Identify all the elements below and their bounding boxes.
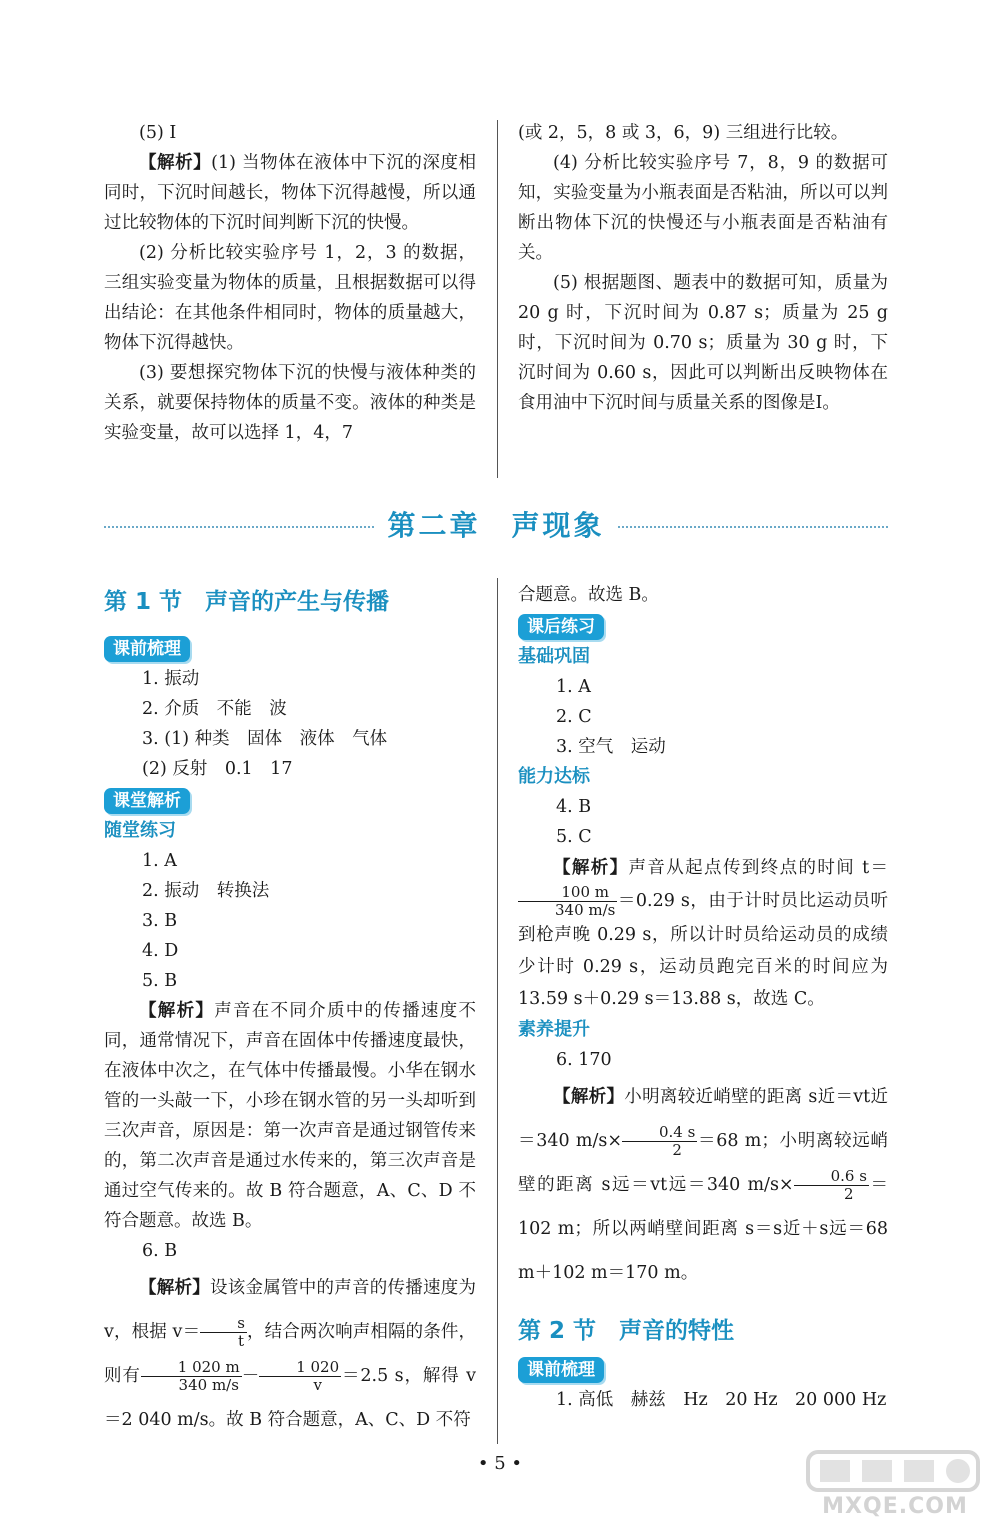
pre-item: 3. (1) 种类 固体 液体 气体 bbox=[142, 729, 388, 749]
answer-5: (5) Ⅰ bbox=[139, 123, 177, 143]
tag-in-class-analysis: 课堂解析 bbox=[104, 788, 190, 814]
analysis-item-5: 【解析】声音在不同介质中的传播速度不同，通常情况下，声音在固体中传播速度最快，在液体中次之，在气体中传播最慢。小华在钢水管的一头敲一下，小珍在钢水管的另一头却听到三次声音，原因是：第一次声音是通过钢管传来的，第二次声音是通过水传来的，第三次声音是通过空气传来的。故 B 符合题意，A、C、D 不符合题意。故选 B。 bbox=[104, 1001, 477, 1231]
chapter-title: 第二章 声现象 bbox=[387, 509, 605, 542]
ability-item: 5. C bbox=[556, 827, 592, 847]
pre-item: 1. 振动 bbox=[142, 669, 200, 689]
practice-item: 6. B bbox=[142, 1241, 178, 1261]
bottom-left-column bbox=[104, 580, 476, 1442]
fraction-distance-over-air-speed: $\frac{1 020 m}{340 m/s}$ bbox=[141, 1359, 242, 1394]
analysis-paragraph-3: (3) 要想探究物体下沉的快慢与液体种类的关系，就要保持物体的质量不变。液体的种类是实验变量，故可以选择 1，4，7 bbox=[104, 363, 476, 443]
basic-item: 3. 空气 运动 bbox=[556, 737, 666, 757]
tag-after-class-practice: 课后练习 bbox=[518, 614, 604, 640]
analysis-paragraph-4: (4) 分析比较实验序号 7，8，9 的数据可知，实验变量为小瓶表面是否粘油，所以可以判断出物体下沉的快慢还与小瓶表面是否粘油有关。 bbox=[518, 153, 888, 263]
analysis-literacy-6: 【解析】小明离较近峭壁的距离 s近＝vt近＝340 m/s× $\frac{0.4 s}{2}$ ＝68 m；小明离较远峭壁的距离 s远＝vt远＝340 m/s× $\frac{0.6 s}{2}$ ＝102 m；所以两峭壁间距离 s＝s近＋s远＝68 m＋102 m＝170 m。 bbox=[518, 1087, 889, 1283]
fraction-distance-over-v: $\frac{1 020}{v}$ bbox=[259, 1359, 341, 1394]
watermark-text: MXQE.COM bbox=[822, 1494, 968, 1519]
analysis-label: 【解析】 bbox=[139, 1001, 215, 1021]
pre-item: 2. 介质 不能 波 bbox=[142, 699, 287, 719]
basic-item: 2. C bbox=[556, 707, 592, 727]
analysis-paragraph-1: 【解析】(1) 当物体在液体中下沉的深度相同时，下沉时间越长，物体下沉得越慢，所以通过比较物体的下沉时间判断下沉的快慢。 bbox=[104, 153, 476, 233]
practice-item: 1. A bbox=[142, 851, 177, 871]
practice-item: 3. B bbox=[142, 911, 178, 931]
analysis-ability-5: 【解析】声音从起点传到终点的时间 t＝ $\frac{100 m}{340 m/s}$ ＝0.29 s，由于计时员比运动员听到枪声晚 0.29 s，所以计时员给运动员的成绩少计时 0.29 s，运动员跑完百米的时间应为 13.59 s＋0.29 s＝13.88 s，故选 C。 bbox=[518, 858, 888, 1009]
tag-pre-class-review: 课前梳理 bbox=[104, 636, 190, 662]
ability-item: 4. B bbox=[556, 797, 592, 817]
analysis-item-6: 【解析】设该金属管中的声音的传播速度为 v，根据 v＝ $\frac{s}{t}$ ，结合两次响声相隔的条件，则有 $\frac{1 020 m}{340 m/s}$ － $\frac{1 020}{v}$ ＝2.5 s，解得 v＝2 040 m/s。故 B 符合题意，A、C、D 不符 bbox=[104, 1278, 477, 1430]
watermark-logo bbox=[800, 1446, 990, 1530]
practice-item: 5. B bbox=[142, 971, 178, 991]
basic-item: 1. A bbox=[556, 677, 591, 697]
practice-item: 2. 振动 转换法 bbox=[142, 881, 270, 901]
column-divider-top bbox=[497, 120, 498, 478]
subheading-literacy: 素养提升 bbox=[518, 1019, 590, 1040]
subheading-basic: 基础巩固 bbox=[518, 646, 590, 667]
literacy-item: 6. 170 bbox=[556, 1050, 612, 1070]
analysis-paragraph-2: (2) 分析比较实验序号 1，2，3 的数据，三组实验变量为物体的质量，且根据数据可以得出结论：在其他条件相同时，物体的质量越大，物体下沉得越快。 bbox=[104, 243, 476, 353]
analysis-label: 【解析】 bbox=[553, 858, 629, 878]
practice-item: 4. D bbox=[142, 941, 179, 961]
fraction-s-over-t: $\frac{s}{t}$ bbox=[200, 1315, 247, 1350]
pre-item: (2) 反射 0.1 17 bbox=[142, 759, 293, 779]
fraction-100m-over-340: $\frac{100 m}{340 m/s}$ bbox=[518, 884, 617, 919]
chapter-heading bbox=[104, 506, 888, 546]
analysis-label: 【解析】 bbox=[139, 1278, 210, 1298]
page-number: • 5 • bbox=[477, 1453, 523, 1474]
analysis-paragraph-5: (5) 根据题图、题表中的数据可知，质量为 20 g 时，下沉时间为 0.87 s；质量为 25 g 时，下沉时间为 0.70 s；质量为 30 g 时，下沉时间为 0.60 s，因此可以判断出反映物体在食用油中下沉时间与质量关系的图像是Ⅰ。 bbox=[518, 273, 888, 413]
fraction-0-4s-over-2: $\frac{0.4 s}{2}$ bbox=[622, 1124, 697, 1159]
analysis-continuation: (或 2，5，8 或 3，6，9) 三组进行比较。 bbox=[518, 123, 849, 143]
top-right-column bbox=[518, 118, 888, 418]
section-2-item: 1. 高低 赫兹 Hz 20 Hz 20 000 Hz bbox=[556, 1390, 887, 1410]
section-2-title: 第 2 节 声音的特性 bbox=[518, 1318, 735, 1344]
top-left-column bbox=[104, 118, 476, 448]
bottom-right-column bbox=[518, 580, 888, 1415]
watermark-stamp-icon bbox=[800, 1446, 990, 1496]
tag-pre-class-review-2: 课前梳理 bbox=[518, 1357, 604, 1383]
analysis-continuation-2: 合题意。故选 B。 bbox=[518, 585, 659, 605]
subheading-practice: 随堂练习 bbox=[104, 820, 176, 841]
analysis-label: 【解析】 bbox=[553, 1087, 625, 1107]
analysis-label: 【解析】 bbox=[139, 153, 212, 173]
section-1-title: 第 1 节 声音的产生与传播 bbox=[104, 589, 390, 615]
column-divider-bottom bbox=[497, 578, 498, 1444]
subheading-ability: 能力达标 bbox=[518, 766, 590, 787]
fraction-0-6s-over-2: $\frac{0.6 s}{2}$ bbox=[794, 1168, 869, 1203]
